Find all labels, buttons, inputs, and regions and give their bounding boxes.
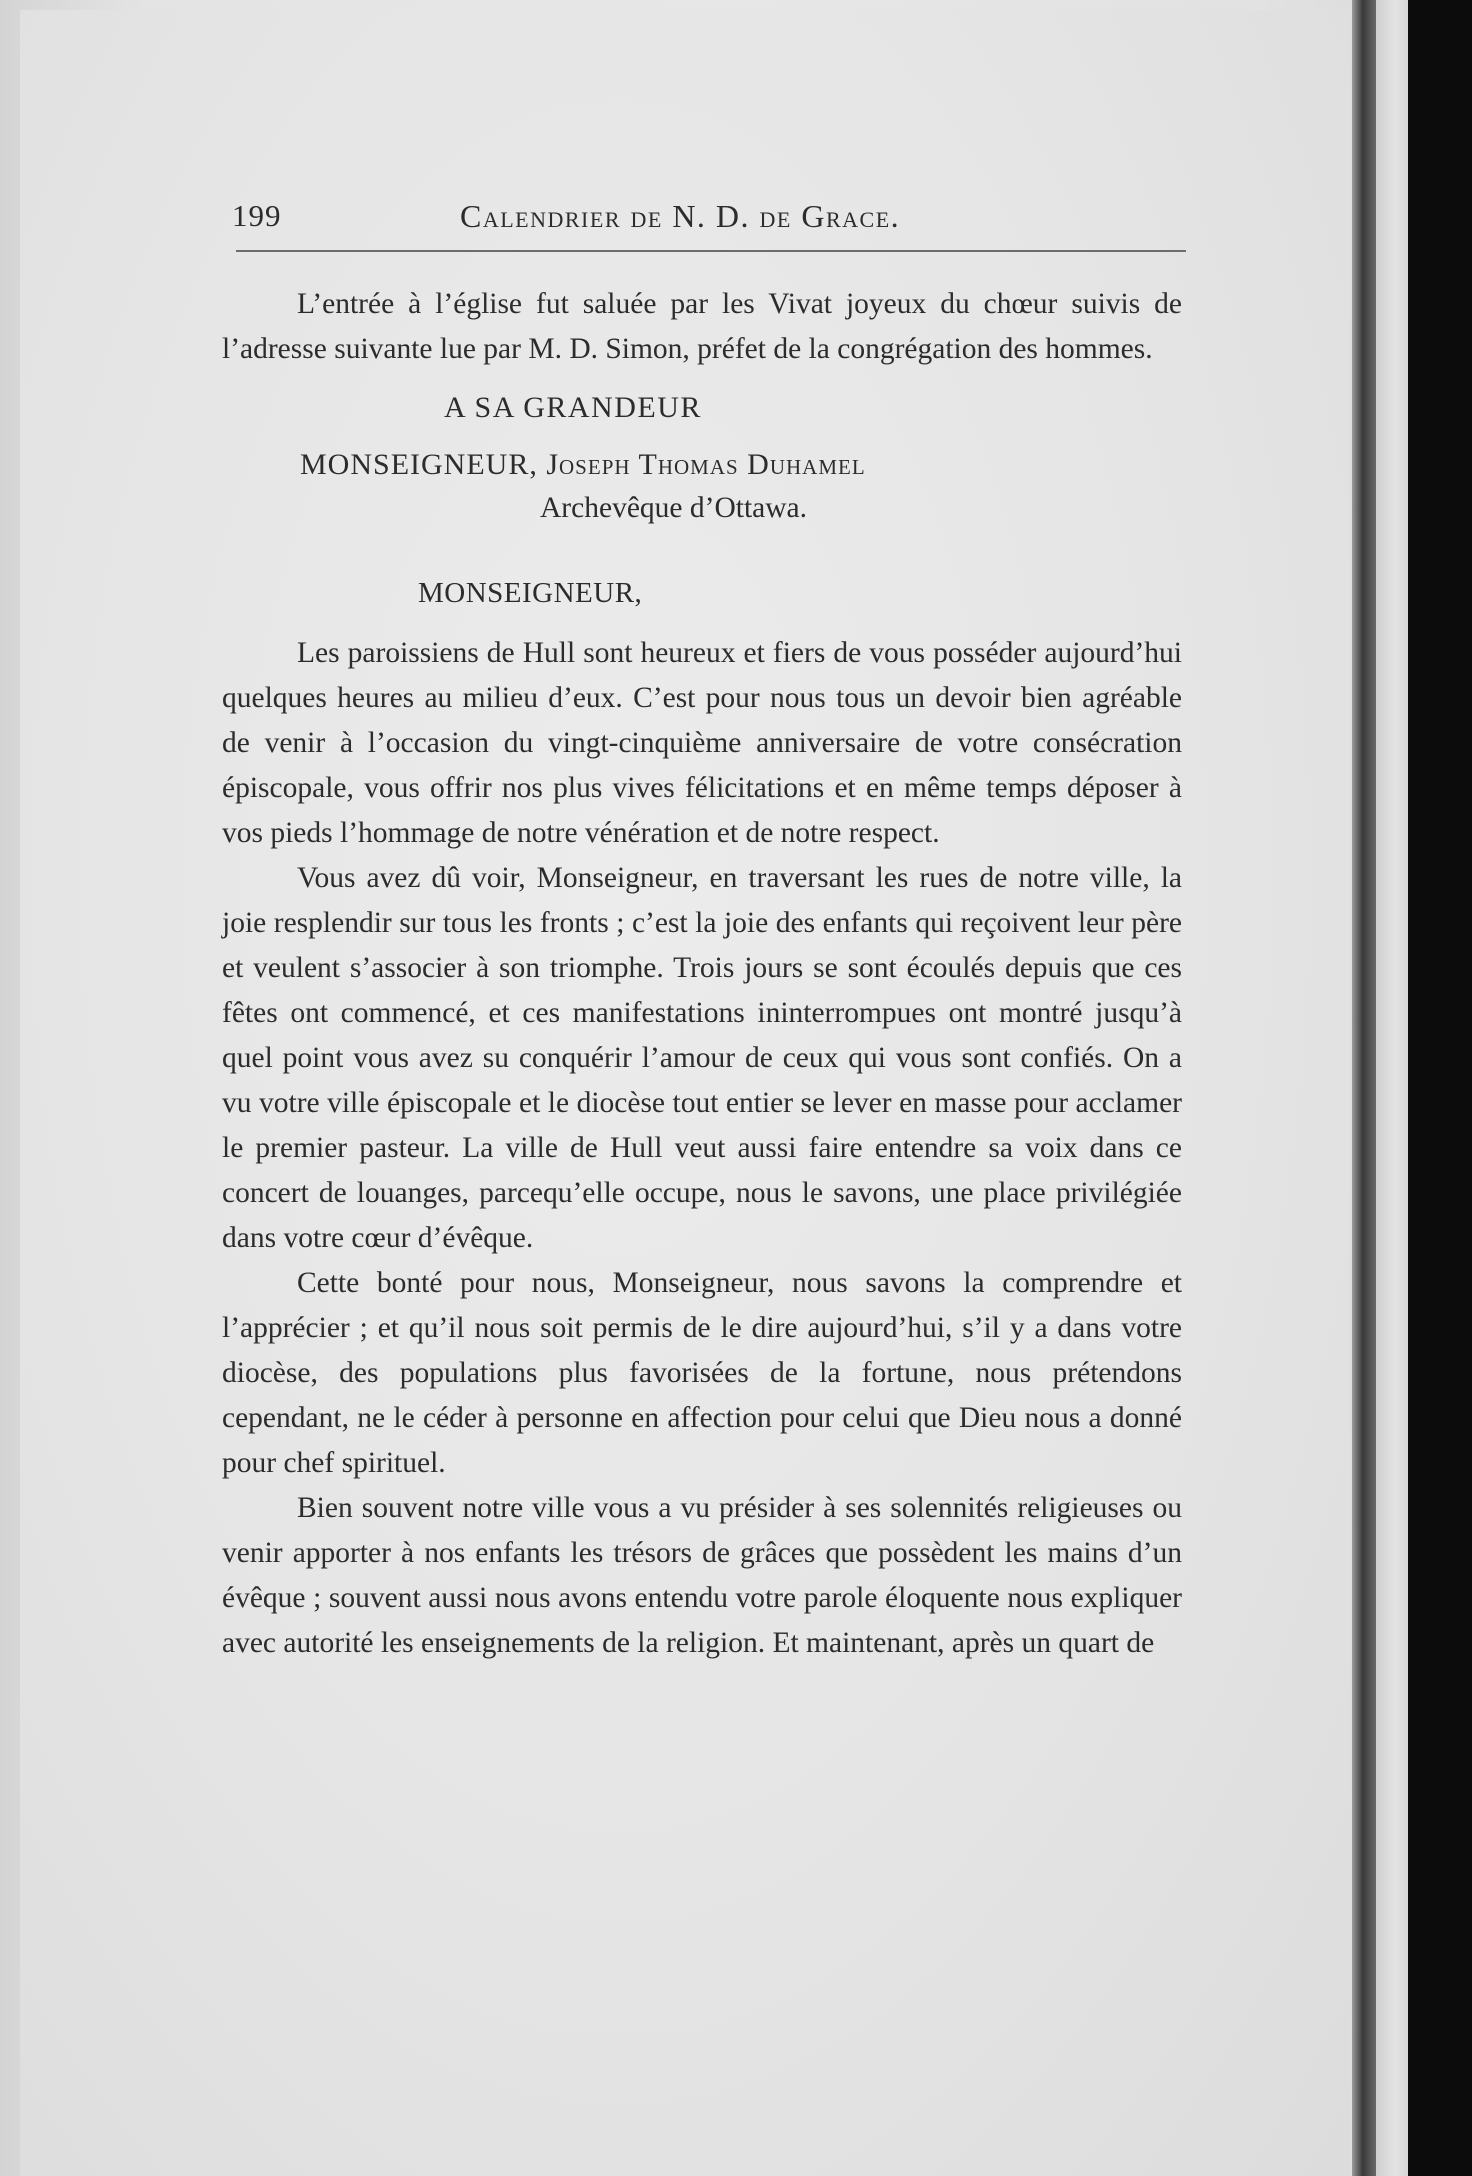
intro-paragraph: L’entrée à l’église fut saluée par les Vivat joyeux du chœur suivis de l’adresse suivante lue par M. D. Simon, préfet de la congrégation des hommes. — [222, 288, 1182, 365]
page-number: 199 — [232, 198, 282, 233]
page-gutter-shadow — [1352, 0, 1376, 2176]
salutation: MONSEIGNEUR, — [418, 577, 643, 609]
addressee-title: MONSEIGNEUR, — [300, 448, 538, 481]
scan-border — [1408, 0, 1472, 2176]
body-paragraph: Bien souvent notre ville vous a vu présider à ses solennités religieuses ou venir apporter à nos enfants les trésors de grâces que possèdent les mains d’un évêque ; souvent aussi nous avons entendu votre parole éloquente nous expliquer avec autorité les enseignements de la religion. Et maintenant, après un quart de — [222, 1492, 1182, 1659]
header-rule — [236, 250, 1186, 252]
running-title: Calendrier de N. D. de Grace. — [460, 198, 901, 234]
addressee-name: Joseph Thomas Duhamel — [546, 448, 866, 481]
addressee-office: Archevêque d’Ottawa. — [540, 492, 808, 524]
body-paragraph: Cette bonté pour nous, Monseigneur, nous savons la comprendre et l’apprécier ; et qu’il nous soit permis de le dire aujourd’hui, s’il y a dans votre diocèse, des populations plus favorisées de la fortune, nous prétendons cependant, ne le céder à personne en affection pour celui que Dieu nous a donné pour chef spirituel. — [222, 1267, 1182, 1479]
next-page-edge — [1376, 0, 1408, 2176]
running-header — [232, 198, 1192, 242]
addressee-line — [222, 443, 1182, 487]
body-paragraph: Vous avez dû voir, Monseigneur, en traversant les rues de notre ville, la joie resplendir sur tous les fronts ; c’est la joie des enfants qui reçoivent leur père et veulent s’associer à son triomphe. Trois jours se sont écoulés depuis que ces fêtes ont commencé, et ces manifestations ininterrompues ont montré jusqu’à quel point vous avez su conquérir l’amour de ceux qui vous sont confiés. On a vu votre ville épiscopale et le diocèse tout entier se lever en masse pour acclamer le premier pasteur. La ville de Hull veut aussi faire entendre sa voix dans ce concert de louanges, parcequ’elle occupe, nous le savons, une place privilégiée dans votre cœur d’évêque. — [222, 862, 1182, 1254]
page-body — [222, 282, 1182, 1666]
body-paragraph: Les paroissiens de Hull sont heureux et fiers de vous posséder aujourd’hui quelques heures au milieu d’eux. C’est pour nous tous un devoir bien agréable de venir à l’occasion du vingt-cinquième anniversaire de votre consécration épiscopale, vous offrir nos plus vives félicitations et en même temps déposer à vos pieds l’hommage de notre vénération et de notre respect. — [222, 637, 1182, 849]
address-heading: A SA GRANDEUR — [444, 391, 702, 424]
